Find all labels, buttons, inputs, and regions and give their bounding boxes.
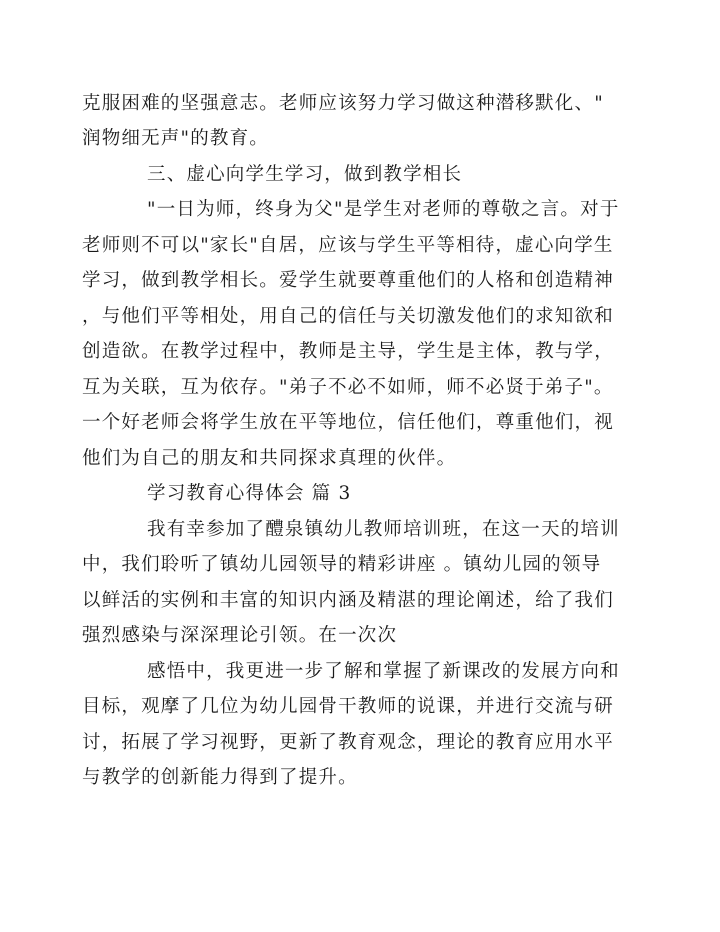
section-heading: 三、虚心向学生学习，做到教学相长	[147, 164, 463, 185]
text-line: "一日为师，终身为父"是学生对老师的尊敬之言。对于	[147, 199, 620, 220]
text-line: 与教学的创新能力得到了提升。	[82, 767, 358, 788]
text-line: 创造欲。在教学过程中，教师是主导，学生是主体，教与学，	[82, 341, 614, 362]
text-line: 他们为自己的朋友和共同探求真理的伙伴。	[82, 448, 457, 469]
text-line: 老师则不可以"家长"自居，应该与学生平等相待，虚心向学生	[82, 235, 614, 256]
text-line: 互为关联，互为依存。"弟子不必不如师，师不必贤于弟子"。	[82, 377, 614, 398]
text-line: 我有幸参加了醴泉镇幼儿教师培训班，在这一天的培训	[147, 519, 620, 540]
text-line: 感悟中，我更进一步了解和掌握了新课改的发展方向和	[147, 661, 620, 682]
text-line: 讨，拓展了学习视野，更新了教育观念，理论的教育应用水平	[82, 732, 614, 753]
text-line: 润物细无声"的教育。	[82, 128, 270, 149]
text-line: 学习，做到教学相长。爱学生就要尊重他们的人格和创造精神	[82, 270, 614, 291]
text-line: 中，我们聆听了镇幼儿园领导的精彩讲座 。镇幼儿园的领导	[82, 554, 602, 575]
text-line: 目标，观摩了几位为幼儿园骨干教师的说课，并进行交流与研	[82, 696, 614, 717]
section-heading: 学习教育心得体会 篇 3	[147, 483, 352, 504]
text-line: 一个好老师会将学生放在平等地位，信任他们，尊重他们，视	[82, 412, 614, 433]
text-line: 强烈感染与深深理论引领。在一次次	[82, 625, 398, 646]
text-line: 克服困难的坚强意志。老师应该努力学习做这种潜移默化、"	[82, 93, 604, 114]
text-line: ，与他们平等相处，用自己的信任与关切激发他们的求知欲和	[82, 306, 614, 327]
text-line: 以鲜活的实例和丰富的知识内涵及精湛的理论阐述，给了我们	[82, 590, 614, 611]
